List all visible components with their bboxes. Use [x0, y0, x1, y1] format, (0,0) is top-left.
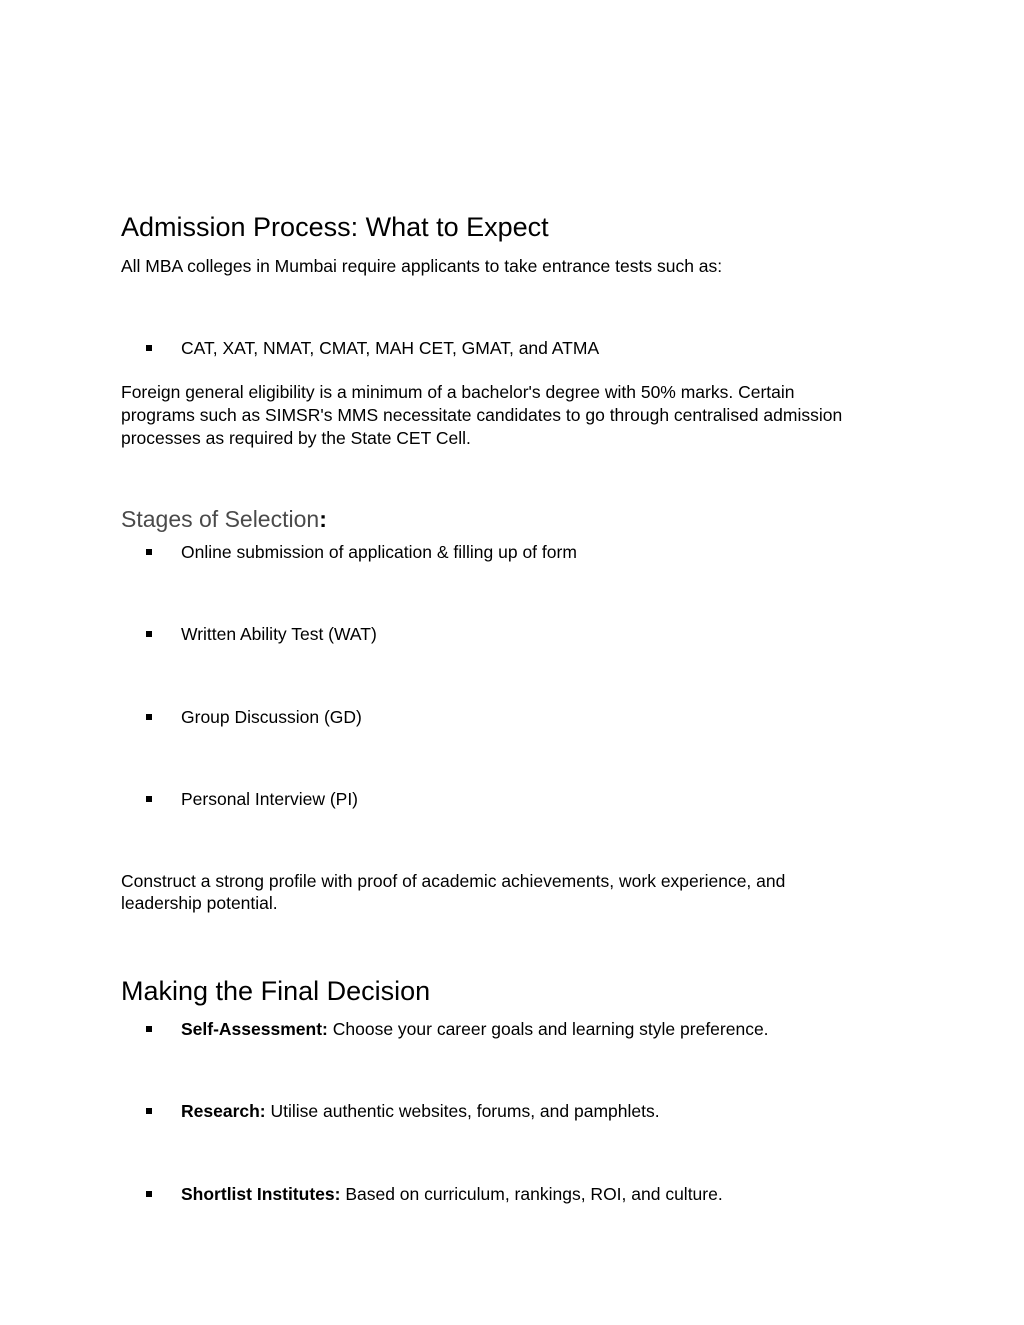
- bullet-icon: [146, 796, 152, 802]
- bullet-icon: [146, 714, 152, 720]
- decision-item-self-assessment: [181, 1018, 769, 1041]
- entrance-tests-item: CAT, XAT, NMAT, CMAT, MAH CET, GMAT, and ATMA: [181, 338, 600, 358]
- profile-advice-line-1: Construct a strong profile with proof of academic achievements, work experience, and: [121, 871, 786, 891]
- bullet-icon: [146, 631, 152, 637]
- decision-item-text: Based on curriculum, rankings, ROI, and culture.: [340, 1184, 723, 1204]
- bullet-icon: [146, 345, 152, 351]
- eligibility-line-3: processes as required by the State CET Cell.: [121, 428, 471, 448]
- decision-item-label: Shortlist Institutes:: [181, 1184, 341, 1204]
- profile-advice-line-2: leadership potential.: [121, 893, 278, 913]
- heading-admission-process: Admission Process: What to Expect: [121, 212, 549, 242]
- decision-item-text: Utilise authentic websites, forums, and pamphlets.: [265, 1101, 660, 1121]
- stage-item-pi: Personal Interview (PI): [181, 789, 359, 809]
- heading-final-decision: Making the Final Decision: [121, 976, 431, 1006]
- stage-item-gd: Group Discussion (GD): [181, 707, 362, 727]
- eligibility-line-2: programs such as SIMSR's MMS necessitate candidates to go through centralised admission: [121, 405, 843, 425]
- admission-intro-text: All MBA colleges in Mumbai require applicants to take entrance tests such as:: [121, 256, 723, 276]
- bullet-icon: [146, 1108, 152, 1114]
- stages-heading-text: Stages of Selection: [121, 506, 320, 532]
- decision-item-text: Choose your career goals and learning style preference.: [327, 1019, 769, 1039]
- bullet-icon: [146, 1026, 152, 1032]
- eligibility-line-1: Foreign general eligibility is a minimum of a bachelor's degree with 50% marks. Certain: [121, 382, 795, 402]
- stages-heading-colon: :: [319, 506, 327, 532]
- decision-item-label: Self-Assessment:: [181, 1019, 328, 1039]
- decision-item-label: Research:: [181, 1101, 266, 1121]
- decision-item-shortlist: [181, 1183, 723, 1206]
- bullet-icon: [146, 1191, 152, 1197]
- bullet-icon: [146, 549, 152, 555]
- heading-stages-of-selection: [121, 505, 327, 533]
- stage-item-wat: Written Ability Test (WAT): [181, 624, 377, 644]
- decision-item-research: [181, 1100, 660, 1123]
- stage-item-application: Online submission of application & filling up of form: [181, 542, 577, 562]
